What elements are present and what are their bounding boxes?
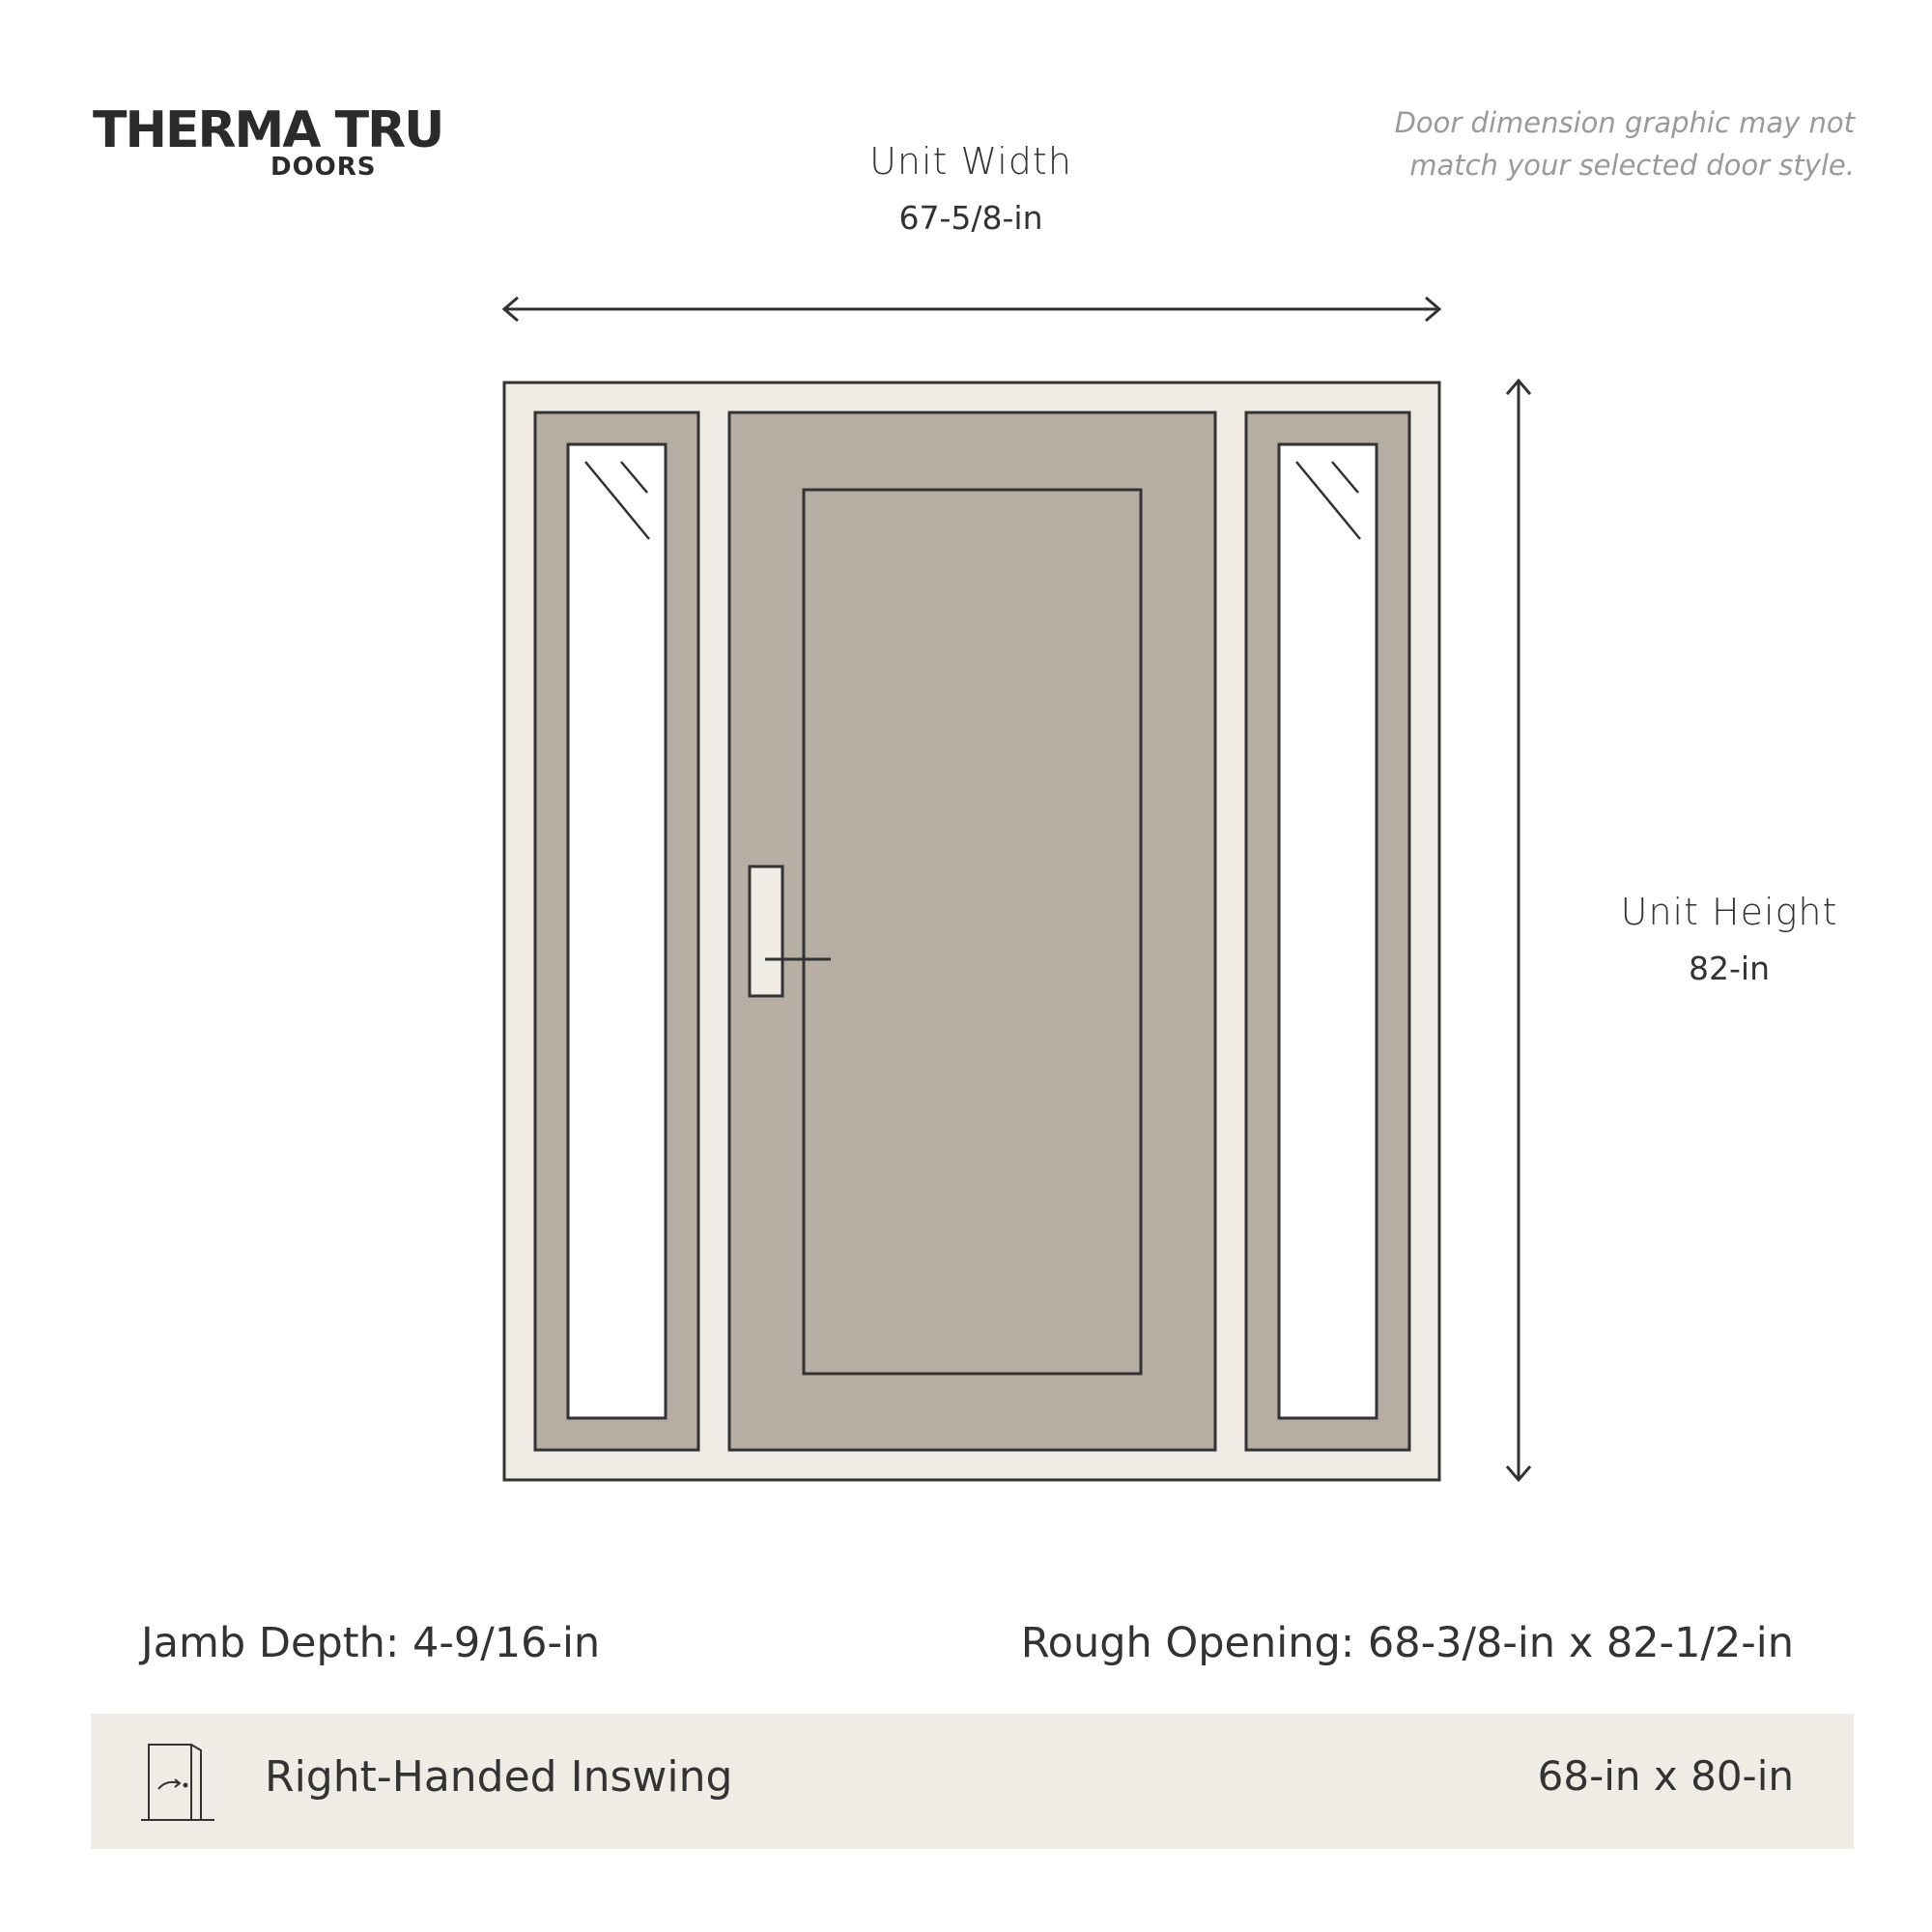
width-arrow [504, 298, 1439, 321]
door-panel [804, 490, 1141, 1374]
unit-width-label: Unit Width [869, 140, 1072, 183]
disclaimer-line-2: match your selected door style. [1409, 149, 1855, 182]
left-sidelite-glass [568, 444, 666, 1418]
jamb-depth: Jamb Depth: 4-9/16-in [141, 1619, 601, 1667]
disclaimer-line-1: Door dimension graphic may not [1394, 106, 1855, 139]
height-arrow [1507, 381, 1530, 1480]
logo-subtitle: DOORS [270, 153, 377, 182]
logo-wordmark: THERMA TRU [93, 101, 443, 159]
unit-width-value: 67-5/8-in [898, 199, 1043, 237]
door-swing-icon [141, 1741, 214, 1824]
right-sidelite-glass [1279, 444, 1377, 1418]
rough-opening: Rough Opening: 68-3/8-in x 82-1/2-in [1020, 1619, 1794, 1667]
unit-height-label: Unit Height [1620, 891, 1838, 933]
swing-direction: Right-Handed Inswing [265, 1752, 733, 1802]
door-handle-plate [750, 867, 782, 996]
door-size: 68-in x 80-in [1537, 1752, 1794, 1800]
door-handing-bar [91, 1714, 1854, 1849]
unit-height-value: 82-in [1689, 950, 1770, 987]
